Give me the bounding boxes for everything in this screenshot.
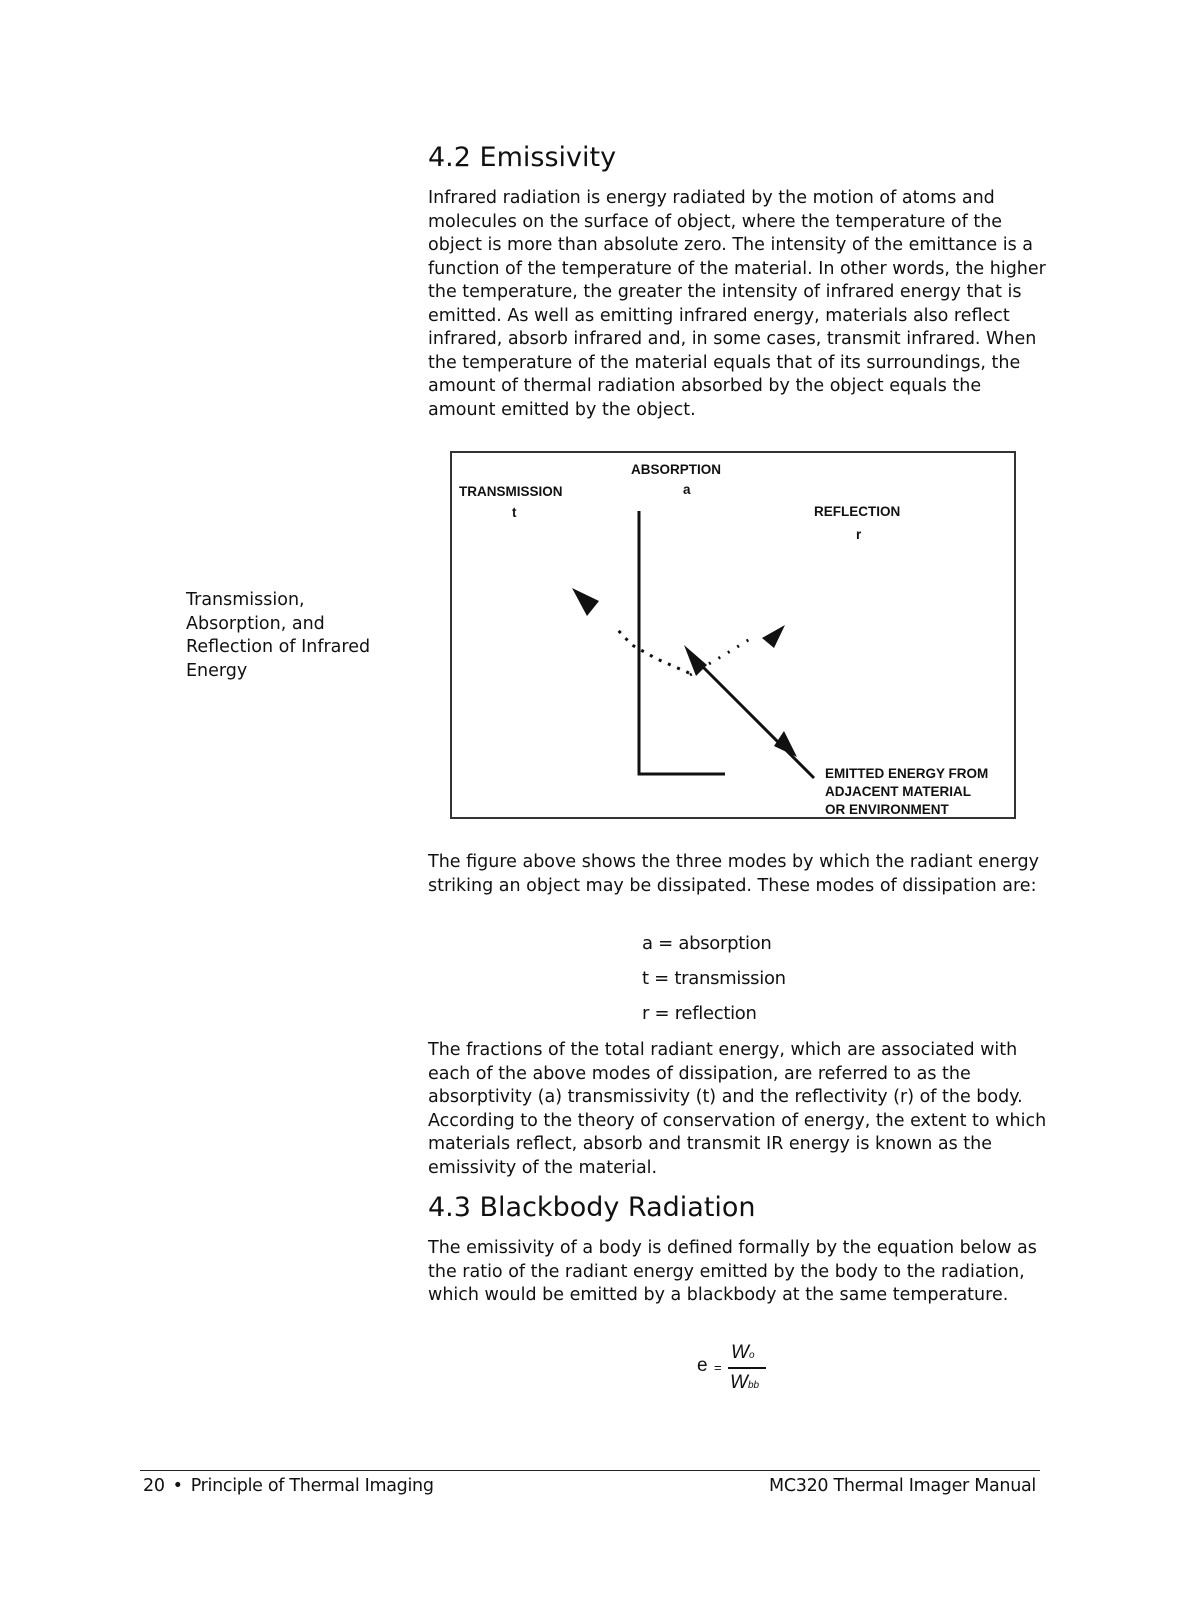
mode-reflection: r = reflection	[642, 1003, 757, 1024]
footer-left	[143, 1476, 434, 1496]
material-surface-line	[639, 511, 725, 774]
transmission-symbol: t	[512, 505, 517, 520]
mode-absorption: a = absorption	[642, 933, 772, 954]
equation-numerator-symbol: W	[731, 1342, 749, 1363]
equation-fraction-bar	[728, 1367, 766, 1369]
emissivity-paragraph: Infrared radiation is energy radiated by the motion of atoms and molecules on the surface of object, where the temperature of the object is more than absolute zero. The intensity of the emittance is a function of the temperature of the material. In other words, the higher the temperature, the greater the intensity of infrared energy that is emitted. As well as emitting infrared energy, materials also reflect infrared, absorb infrared and, in some cases, transmit infrared. When the temperature of the material equals that of its surroundings, the amount of thermal radiation absorbed by the object equals the amount emitted by the object.	[428, 188, 1046, 420]
emitted-energy-label-line2: ADJACENT MATERIAL	[825, 784, 971, 799]
footer-rule	[140, 1470, 1040, 1471]
section-heading-blackbody: 4.3 Blackbody Radiation	[428, 1192, 756, 1223]
equation-numerator	[731, 1342, 755, 1364]
reflection-arrowhead	[762, 625, 785, 648]
incident-arrowhead	[774, 731, 797, 757]
page-number: 20	[143, 1476, 165, 1496]
blackbody-paragraph: The emissivity of a body is defined formally by the equation below as the ratio of the radiant energy emitted by the body to the radiation, which would be emitted by a blackbody at the same temperature.	[428, 1238, 1037, 1305]
transmission-ray-dashed	[614, 626, 689, 673]
equation-equals: =	[714, 1360, 722, 1375]
emissivity-definition-paragraph: The fractions of the total radiant energy, which are associated with each of the above modes of dissipation, are referred to as the absorptivity (a) transmissivity (t) and the reflectivity (r) of the body. According to the theory of conservation of energy, the extent to which materials reflect, absorb and transmit IR energy is known as the emissivity of the material.	[428, 1040, 1047, 1178]
equation-denominator	[730, 1372, 759, 1394]
chapter-title: Principle of Thermal Imaging	[190, 1476, 434, 1496]
emissivity-equation	[697, 1342, 787, 1398]
equation-denominator-subscript: bb	[747, 1380, 760, 1391]
absorption-label: ABSORPTION	[631, 462, 722, 477]
section-heading-emissivity: 4.2 Emissivity	[428, 142, 617, 173]
ir-modes-figure	[450, 451, 1016, 819]
emitted-energy-label-line3: OR ENVIRONMENT	[825, 802, 949, 817]
equation-lhs: e	[697, 1355, 708, 1376]
equation-denominator-symbol: W	[730, 1372, 748, 1393]
equation-numerator-subscript: o	[748, 1350, 755, 1361]
mode-transmission: t = transmission	[642, 968, 786, 989]
reflection-label: REFLECTION	[814, 504, 901, 519]
ir-modes-diagram	[452, 453, 1014, 817]
manual-title: MC320 Thermal Imager Manual	[769, 1476, 1036, 1496]
figure-caption: Transmission, Absorption, and Reflection of Infrared Energy	[186, 590, 371, 681]
reflection-symbol: r	[856, 527, 862, 542]
absorption-symbol: a	[683, 482, 691, 497]
incident-ray-line	[697, 661, 814, 778]
modes-intro-paragraph: The figure above shows the three modes by which the radiant energy striking an object may be dissipated. These modes of dissipation are:	[428, 852, 1040, 896]
transmission-arrowhead	[572, 588, 599, 616]
footer-bullet: •	[172, 1476, 183, 1496]
emitted-energy-label-line1: EMITTED ENERGY FROM	[825, 766, 989, 781]
transmission-label: TRANSMISSION	[459, 484, 563, 499]
